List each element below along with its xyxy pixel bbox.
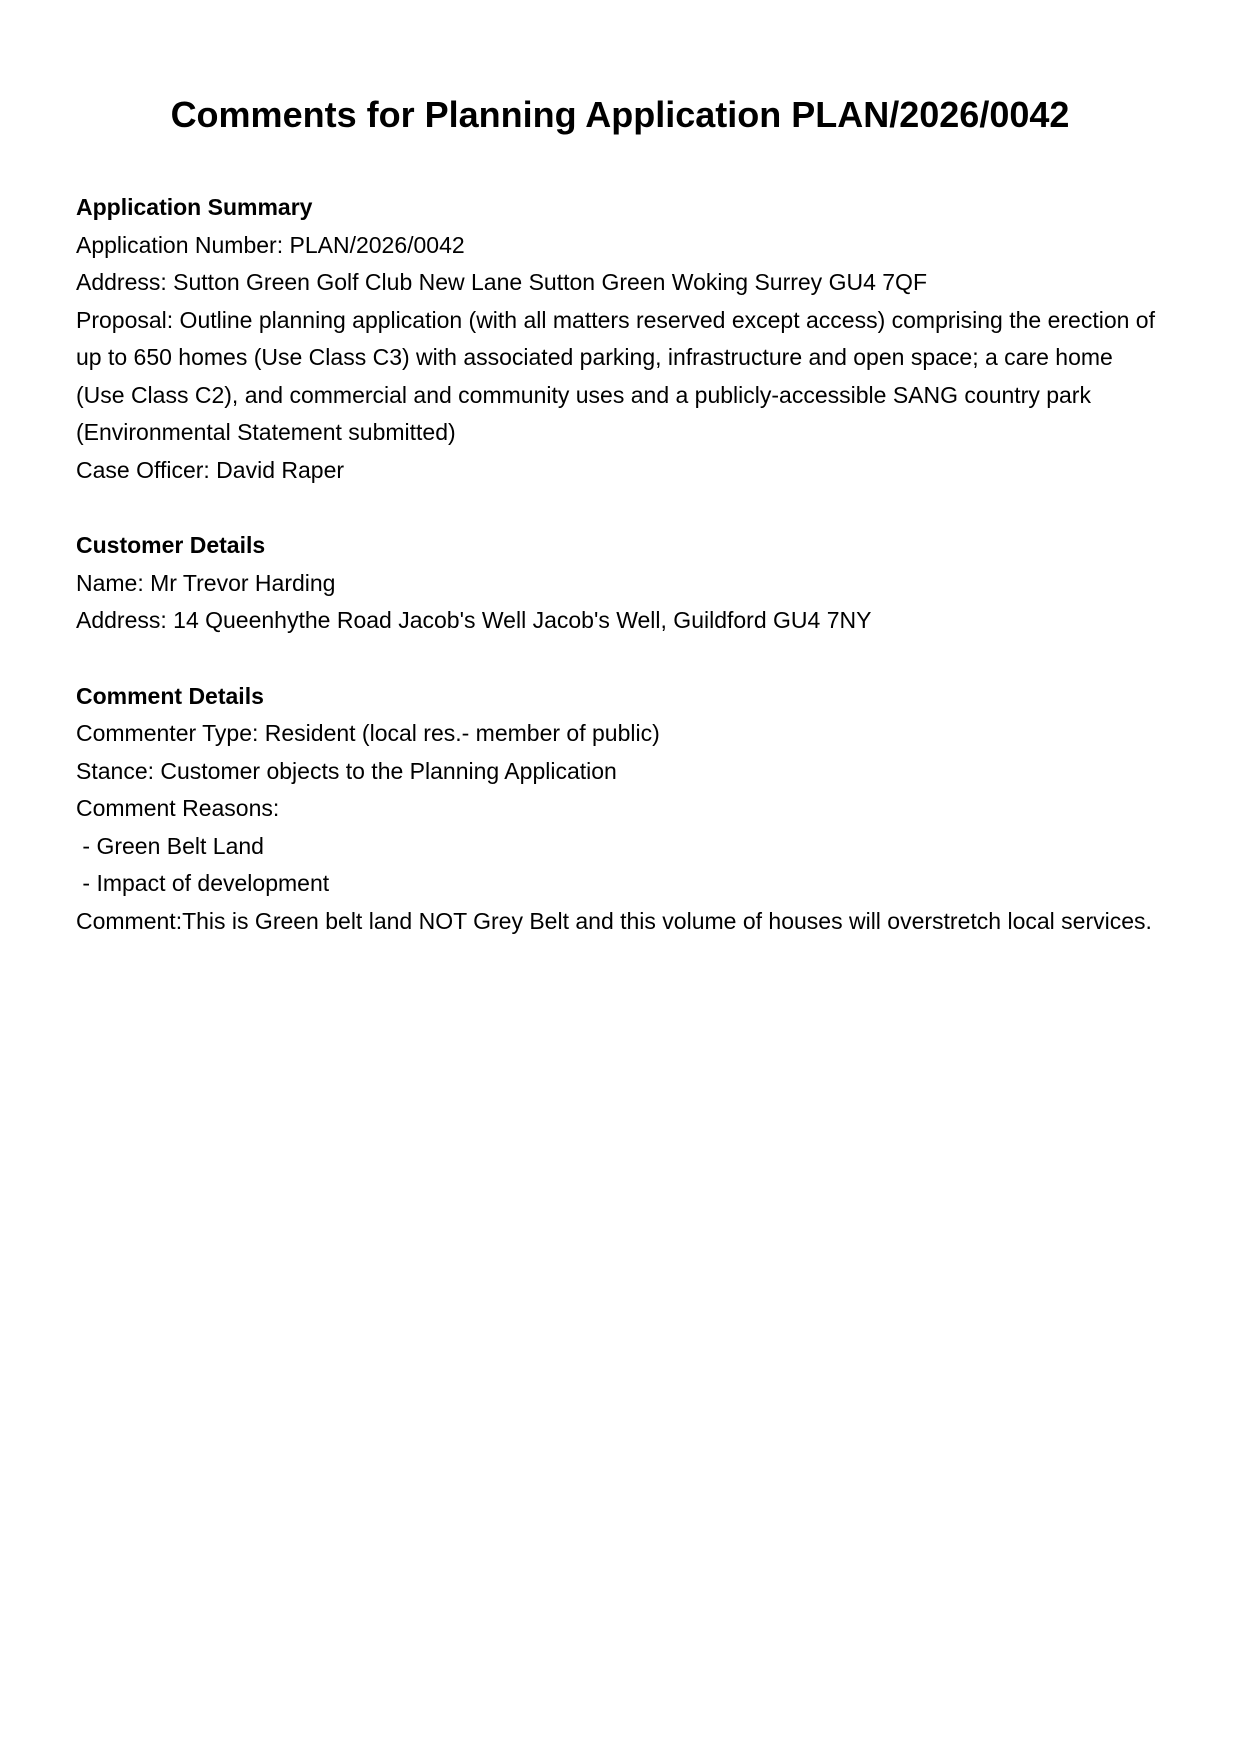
stance-line: Stance: Customer objects to the Planning Application (76, 757, 617, 784)
customer-details-heading: Customer Details (76, 532, 266, 558)
customer-name-line: Name: Mr Trevor Harding (76, 569, 336, 596)
page-title: Comments for Planning Application PLAN/2026/0042 (170, 94, 1070, 135)
comment-text-line: Comment:This is Green belt land NOT Grey Belt and this volume of houses will overstretch local services. (76, 907, 1152, 934)
section-customer-details (76, 527, 1166, 640)
application-summary-heading: Application Summary (76, 194, 313, 220)
section-comment-details (76, 678, 1166, 941)
comment-reason-impact: - Impact of development (76, 870, 330, 896)
case-officer-line: Case Officer: David Raper (76, 456, 345, 483)
section-application-summary (76, 189, 1166, 489)
customer-address-line: Address: 14 Queenhythe Road Jacob's Well Jacob's Well, Guildford GU4 7NY (76, 607, 872, 633)
application-address-line: Address: Sutton Green Golf Club New Lane Sutton Green Woking Surrey GU4 7QF (76, 269, 927, 295)
document-content (76, 189, 1166, 940)
commenter-type-line: Commenter Type: Resident (local res.- member of public) (76, 720, 660, 746)
comment-reasons-label: Comment Reasons: (76, 795, 280, 821)
proposal-line: Proposal: Outline planning application (with all matters reserved except access) comprising the erection of up to 650 homes (Use Class C3) with associated parking, infrastructure and open space; a care home (Use Class C2), and commercial and community uses and a publicly-accessible SANG country park (Environmental Statement submitted) (76, 306, 1162, 445)
application-number-line: Application Number: PLAN/2026/0042 (76, 231, 465, 258)
comment-details-heading: Comment Details (76, 682, 264, 709)
comment-reason-green-belt: - Green Belt Land (76, 832, 264, 859)
